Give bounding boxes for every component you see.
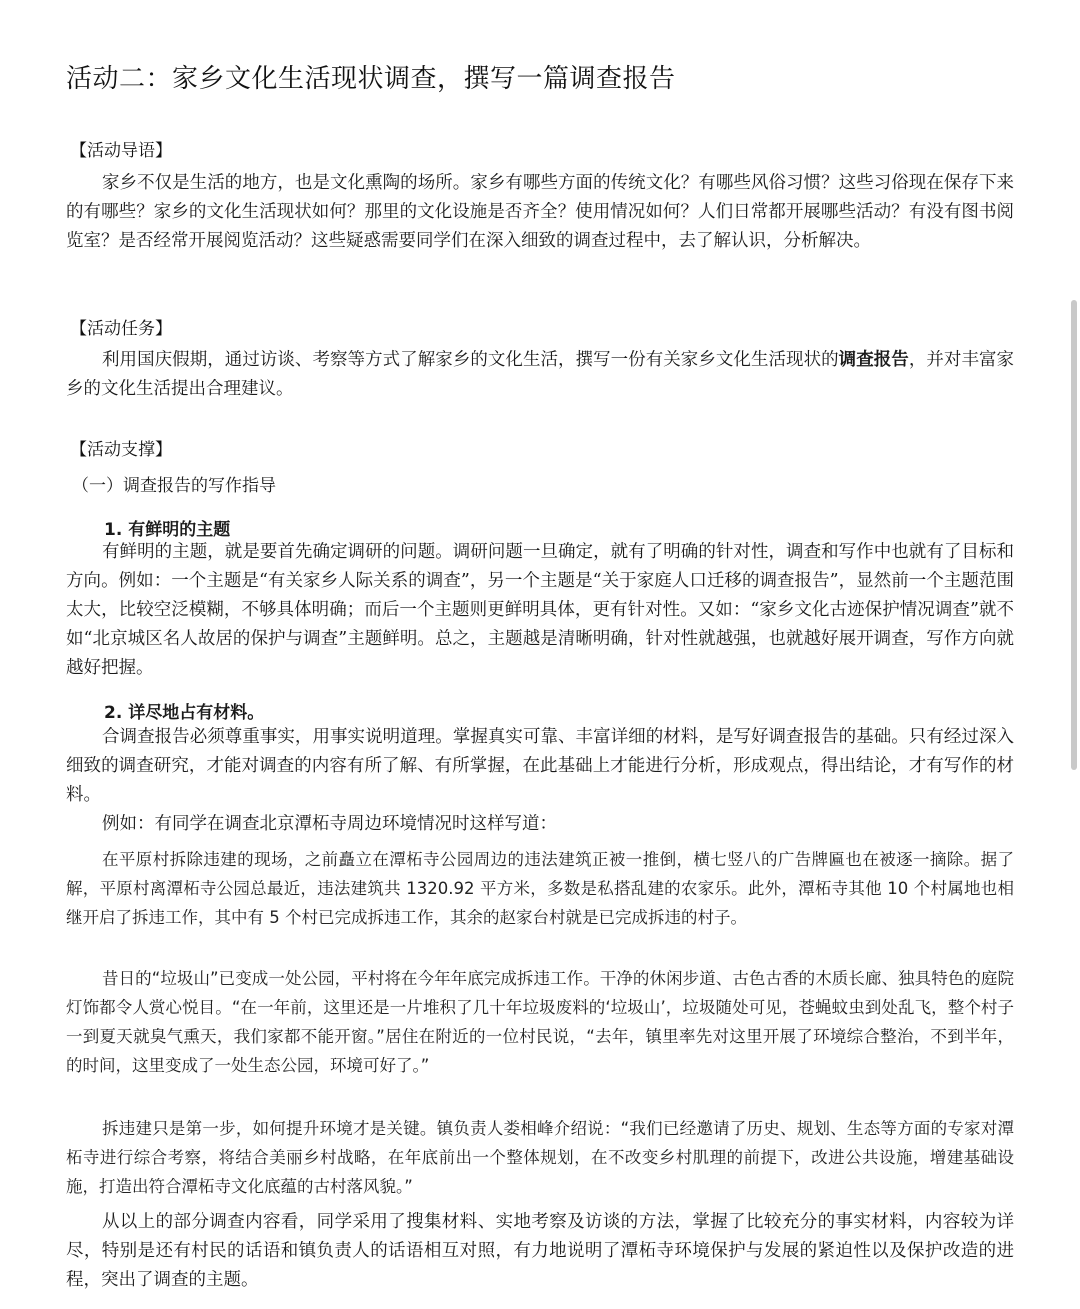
example-intro: 例如：有同学在调查北京潭柘寺周边环境情况时这样写道： bbox=[102, 814, 557, 834]
point1-title: 1. 有鲜明的主题 bbox=[104, 520, 231, 540]
task-heading: 【活动任务】 bbox=[70, 319, 172, 339]
task-text-before: 利用国庆假期，通过访谈、考察等方式了解家乡的文化生活，撰写一份有关家乡文化生活现状的 bbox=[102, 350, 839, 370]
support-heading: 【活动支撑】 bbox=[70, 440, 172, 460]
point2-paragraph: 合调查报告必须尊重事实，用事实说明道理。掌握真实可靠、丰富详细的材料，是写好调查报告的基础。只有经过深入细致的调查研究，才能对调查的内容有所了解、有所掌握，在此基础上才能进行分析，形成观点，得出结论，才有写作的材料。 bbox=[66, 727, 1014, 805]
point1-paragraph: 有鲜明的主题，就是要首先确定调研的问题。调研问题一旦确定，就有了明确的针对性，调查和写作中也就有了目标和方向。例如：一个主题是“有关家乡人际关系的调查”，另一个主题是“关于家庭人口迁移的调查报告”，显然前一个主题范围太大，比较空泛模糊，不够具体明确；而后一个主题则更鲜明具体，更有针对性。又如：“家乡文化古迹保护情况调查”就不如“北京城区名人故居的保护与调查”主题鲜明。总之，主题越是清晰明确，针对性就越强，也就越好展开调查，写作方向就越好把握。 bbox=[66, 542, 1014, 678]
task-paragraph bbox=[66, 346, 1014, 404]
support-subheading: （一）调查报告的写作指导 bbox=[72, 476, 276, 496]
quote-paragraph-2: 昔日的“垃圾山”已变成一处公园，平村将在今年年底完成拆违工作。干净的休闲步道、古色古香的木质长廊、独具特色的庭院灯饰都令人赏心悦目。“在一年前，这里还是一片堆积了几十年垃圾废料的‘垃圾山’，垃圾随处可见，苍蝇蚊虫到处乱飞，整个村子一到夏天就臭气熏天，我们家都不能开窗。”居住在附近的一位村民说，“去年，镇里率先对这里开展了环境综合整治，不到半年，的时间，这里变成了一处生态公园，环境可好了。” bbox=[66, 969, 1014, 1075]
quote-paragraph-3: 拆违建只是第一步，如何提升环境才是关键。镇负责人娄相峰介绍说：“我们已经邀请了历史、规划、生态等方面的专家对潭柘寺进行综合考察，将结合美丽乡村战略，在年底前出一个整体规划，在不改变乡村肌理的前提下，改进公共设施，增建基础设施，打造出符合潭柘寺文化底蕴的古村落风貌。” bbox=[66, 1119, 1014, 1196]
quote-paragraph-1: 在平原村拆除违建的现场，之前矗立在潭柘寺公园周边的违法建筑正被一推倒，横七竖八的广告牌匾也在被逐一摘除。据了解，平原村离潭柘寺公园总最近，违法建筑共 1320.92 平方米，多数是私搭乱建的农家乐。此外，潭柘寺其他 10 个村属地也相继开启了拆违工作，其中有 5 个村已完成拆违工作，其余的赵家台村就是已完成拆违的村子。 bbox=[66, 850, 1014, 927]
task-text-after: ，并对丰富家乡的文化生活提出合理建议。 bbox=[66, 350, 1015, 399]
guide-heading: 【活动导语】 bbox=[70, 141, 172, 161]
point2-title: 2. 详尽地占有材料。 bbox=[104, 703, 265, 723]
conclusion-paragraph: 从以上的部分调查内容看，同学采用了搜集材料、实地考察及访谈的方法，掌握了比较充分的事实材料，内容较为详尽，特别是还有村民的话语和镇负责人的话语相互对照，有力地说明了潭柘寺环境保护与发展的紧迫性以及保护改造的进程，突出了调查的主题。 bbox=[66, 1212, 1014, 1290]
task-text-bold: 调查报告 bbox=[838, 350, 909, 370]
vertical-scrollbar[interactable] bbox=[1071, 300, 1077, 770]
guide-paragraph: 家乡不仅是生活的地方，也是文化熏陶的场所。家乡有哪些方面的传统文化？有哪些风俗习惯？这些习俗现在保存下来的有哪些？家乡的文化生活现状如何？那里的文化设施是否齐全？使用情况如何？人们日常都开展哪些活动？有没有图书阅览室？是否经常开展阅览活动？这些疑惑需要同学们在深入细致的调查过程中，去了解认识，分析解决。 bbox=[66, 173, 1014, 251]
page-title: 活动二：家乡文化生活现状调查，撰写一篇调查报告 bbox=[66, 64, 676, 94]
